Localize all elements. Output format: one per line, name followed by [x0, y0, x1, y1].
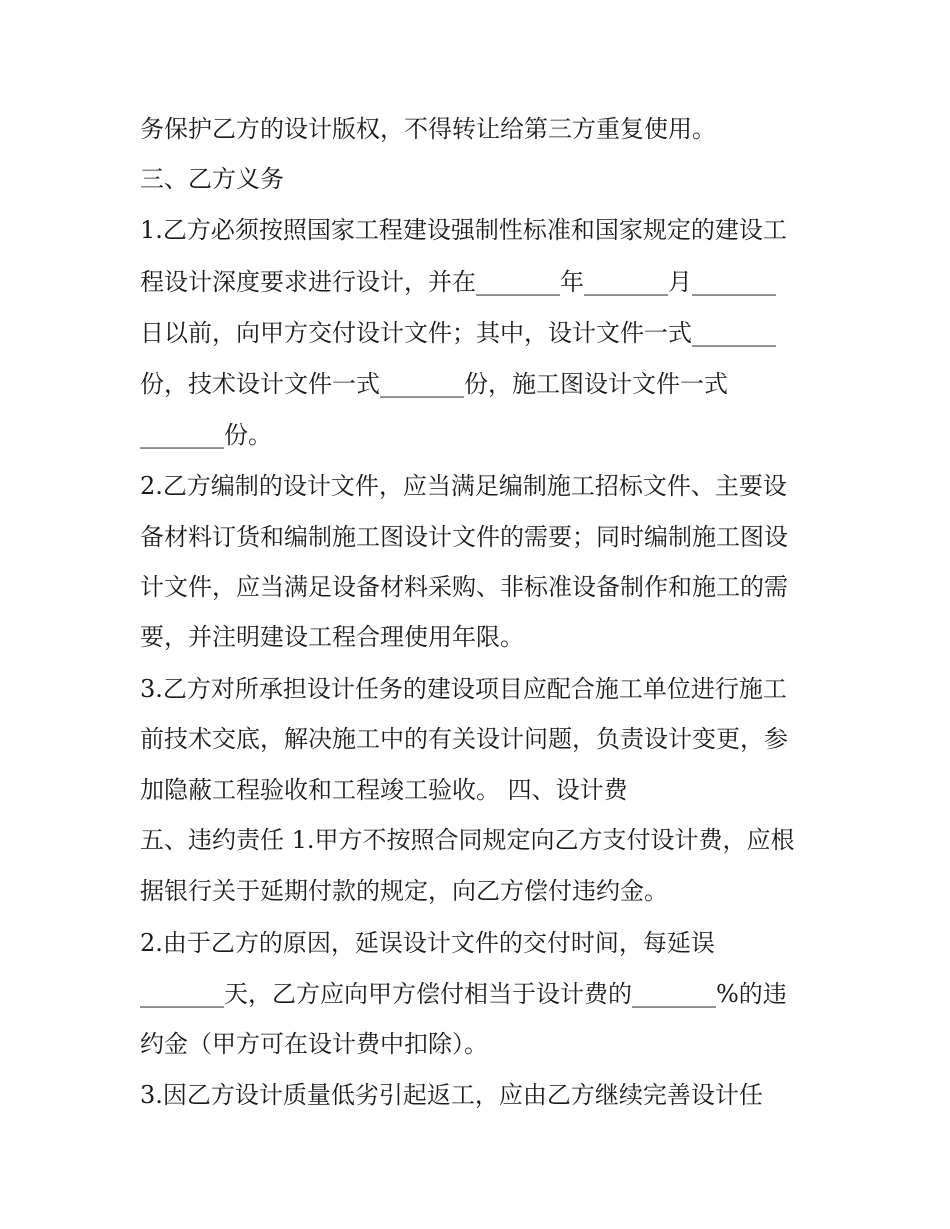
- text-line: _______份。: [140, 421, 272, 449]
- text-line: 3.因乙方设计质量低劣引起返工，应由乙方继续完善设计任: [140, 1081, 763, 1109]
- text-line: 务保护乙方的设计版权，不得转让给第三方重复使用。: [140, 115, 716, 143]
- text-line: 1.乙方必须按照国家工程建设强制性标准和国家规定的建设工: [140, 216, 787, 244]
- text-line: 2.乙方编制的设计文件，应当满足编制施工招标文件、主要设: [140, 472, 787, 500]
- text-line: 约金（甲方可在设计费中扣除）。: [140, 1030, 488, 1058]
- text-line: 程设计深度要求进行设计，并在_______年_______月_______: [140, 268, 776, 296]
- text-line: 要，并注明建设工程合理使用年限。: [140, 623, 524, 651]
- section-heading: 三、乙方义务: [140, 165, 284, 193]
- text-line: 2.由于乙方的原因，延误设计文件的交付时间，每延误: [140, 929, 715, 957]
- text-line: 份，技术设计文件一式_______份，施工图设计文件一式: [140, 370, 728, 398]
- text-line: 日以前，向甲方交付设计文件；其中，设计文件一式_______: [140, 319, 776, 347]
- text-line: 据银行关于延期付款的规定，向乙方偿付违约金。: [140, 877, 668, 905]
- text-line: 前技术交底，解决施工中的有关设计问题，负责设计变更，参: [140, 725, 788, 753]
- text-line: 计文件，应当满足设备材料采购、非标准设备制作和施工的需: [140, 573, 788, 601]
- text-line: _______天，乙方应向甲方偿付相当于设计费的_______%的违: [140, 980, 787, 1008]
- text-line: 五、违约责任 1.甲方不按照合同规定向乙方支付设计费，应根: [140, 826, 795, 854]
- text-line: 备材料订货和编制施工图设计文件的需要；同时编制施工图设: [140, 523, 788, 551]
- text-line: 3.乙方对所承担设计任务的建设项目应配合施工单位进行施工: [140, 675, 787, 703]
- text-line: 加隐蔽工程验收和工程竣工验收。 四、设计费: [140, 776, 628, 804]
